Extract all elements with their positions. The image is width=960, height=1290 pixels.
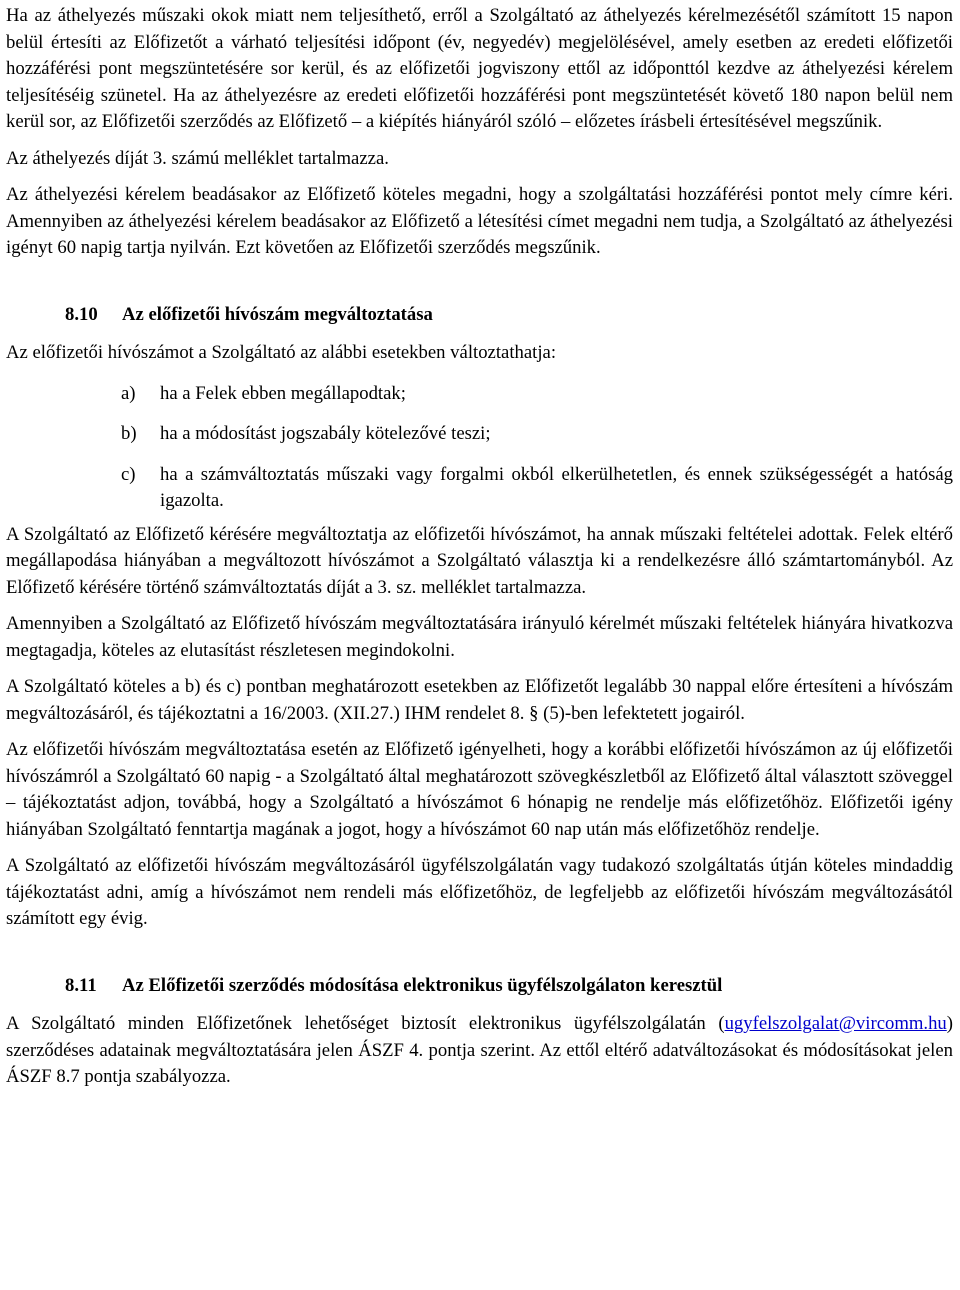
paragraph: A Szolgáltató az Előfizető kérésére megváltoztatja az előfizetői hívószámot, ha annak műszaki feltételei adottak. Felek eltérő megállapodása hiányában a megváltozott hívószámot a Szolgáltató választja ki a rendelkezésre álló számtartományból. Az Előfizető kérésére történő számváltoztatás díját a 3. sz. melléklet tartalmazza. xyxy=(6,523,953,598)
list-marker: b) xyxy=(121,423,137,444)
list-item xyxy=(6,381,953,408)
list-item-text: ha a számváltoztatás műszaki vagy forgalmi okból elkerülhetetlen, és ennek szükségességét a hatóság igazolta. xyxy=(160,463,953,511)
list-item xyxy=(6,421,953,448)
paragraph: Ha az áthelyezés műszaki okok miatt nem teljesíthető, erről a Szolgáltató az áthelyezés kérelmezésétől számított 15 napon belül értesíti az Előfizetőt a várható teljesítési időpont (év, negyedév) megjelölésével, amely esetben az eredeti előfizetői hozzáférési pont megszüntetésére sor kerül, és az előfizetői jogviszony ettől az időponttól kezdve az áthelyezési kérelem teljesítéséig szünetel. Ha az áthelyezésre az eredeti előfizetői hozzáférési pont megszüntetését követő 180 napon belül nem kerül sor, az Előfizetői szerződés az Előfizető – a kiépítés hiányáról szóló – előzetes írásbeli értesítésével megszűnik. xyxy=(6,5,953,132)
document-page xyxy=(0,3,960,1091)
email-link[interactable]: ugyfelszolgalat@vircomm.hu xyxy=(724,1013,947,1034)
paragraph: Az áthelyezés díját 3. számú melléklet tartalmazza. xyxy=(6,147,389,169)
section-heading-8-10 xyxy=(6,302,953,329)
paragraph xyxy=(6,1011,953,1091)
section-heading-8-11 xyxy=(6,973,953,1000)
paragraph: Amennyiben a Szolgáltató az Előfizető hívószám megváltoztatására irányuló kérelmét műszaki feltételek hiányára hivatkozva megtagadja, köteles az elutasítást részletesen megindokolni. xyxy=(6,613,953,661)
section-title: Az előfizetői hívószám megváltoztatása xyxy=(122,303,433,325)
section-title: Az Előfizetői szerződés módosítása elektronikus ügyfélszolgálaton keresztül xyxy=(122,974,723,996)
paragraph-text: A Szolgáltató minden Előfizetőnek lehetőséget biztosít elektronikus ügyfélszolgálatán ( xyxy=(6,1013,725,1034)
list-marker: a) xyxy=(121,382,136,404)
paragraph: Az előfizetői hívószám megváltoztatása esetén az Előfizető igényelheti, hogy a korábbi előfizetői hívószámon az új előfizetői hívószámról a Szolgáltató 60 napig - a Szolgáltató által meghatározott szövegkészletből az Előfizető által választott szöveggel – tájékoztatást adjon, továbbá, hogy a Szolgáltató a hívószámot 6 hónapig ne rendelje más előfizetőhöz. Előfizetői igény hiányában Szolgáltató fenntartja magának a jogot, hogy a hívószámot 60 nap után más előfizetőhöz rendelje. xyxy=(6,739,953,840)
list-item-text: ha a Felek ebben megállapodtak; xyxy=(160,382,406,404)
list-marker: c) xyxy=(121,463,136,485)
section-number: 8.10 xyxy=(65,303,98,325)
paragraph: A Szolgáltató az előfizetői hívószám megváltozásáról ügyfélszolgálatán vagy tudakozó szolgáltatás útján köteles mindaddig tájékoztatást adni, amíg a hívószámot nem rendeli más előfizetőhöz, de legfeljebb az előfizetői hívószám megváltozásától számított egy évig. xyxy=(6,855,953,929)
list-item-text: ha a módosítást jogszabály kötelezővé teszi; xyxy=(160,423,491,444)
list-item xyxy=(6,462,953,515)
condition-list xyxy=(6,381,953,515)
paragraph: Az áthelyezési kérelem beadásakor az Előfizető köteles megadni, hogy a szolgáltatási hozzáférési pontot mely címre kéri. Amennyiben az áthelyezési kérelem beadásakor az Előfizető a létesítési címet megadni nem tudja, a Szolgáltató az áthelyezési igényt 60 napig tartja nyilván. Ezt követően az Előfizetői szerződés megszűnik. xyxy=(6,184,953,258)
section-number: 8.11 xyxy=(65,974,97,996)
paragraph: A Szolgáltató köteles a b) és c) pontban meghatározott esetekben az Előfizetőt legalább 30 nappal előre értesíteni a hívószám megváltozásáról, és tájékoztatni a 16/2003. (XII.27.) IHM rendelet 8. § (5)-ben lefektetett jogairól. xyxy=(6,676,953,724)
paragraph-text: ) szerződéses adatainak megváltoztatására jelen ÁSZF 4. pontja szerint. Az ettől eltérő adatváltozásokat és módosításokat jelen ÁSZF 8.7 pontja szabályozza. xyxy=(6,1013,953,1087)
paragraph: Az előfizetői hívószámot a Szolgáltató az alábbi esetekben változtathatja: xyxy=(6,342,557,363)
